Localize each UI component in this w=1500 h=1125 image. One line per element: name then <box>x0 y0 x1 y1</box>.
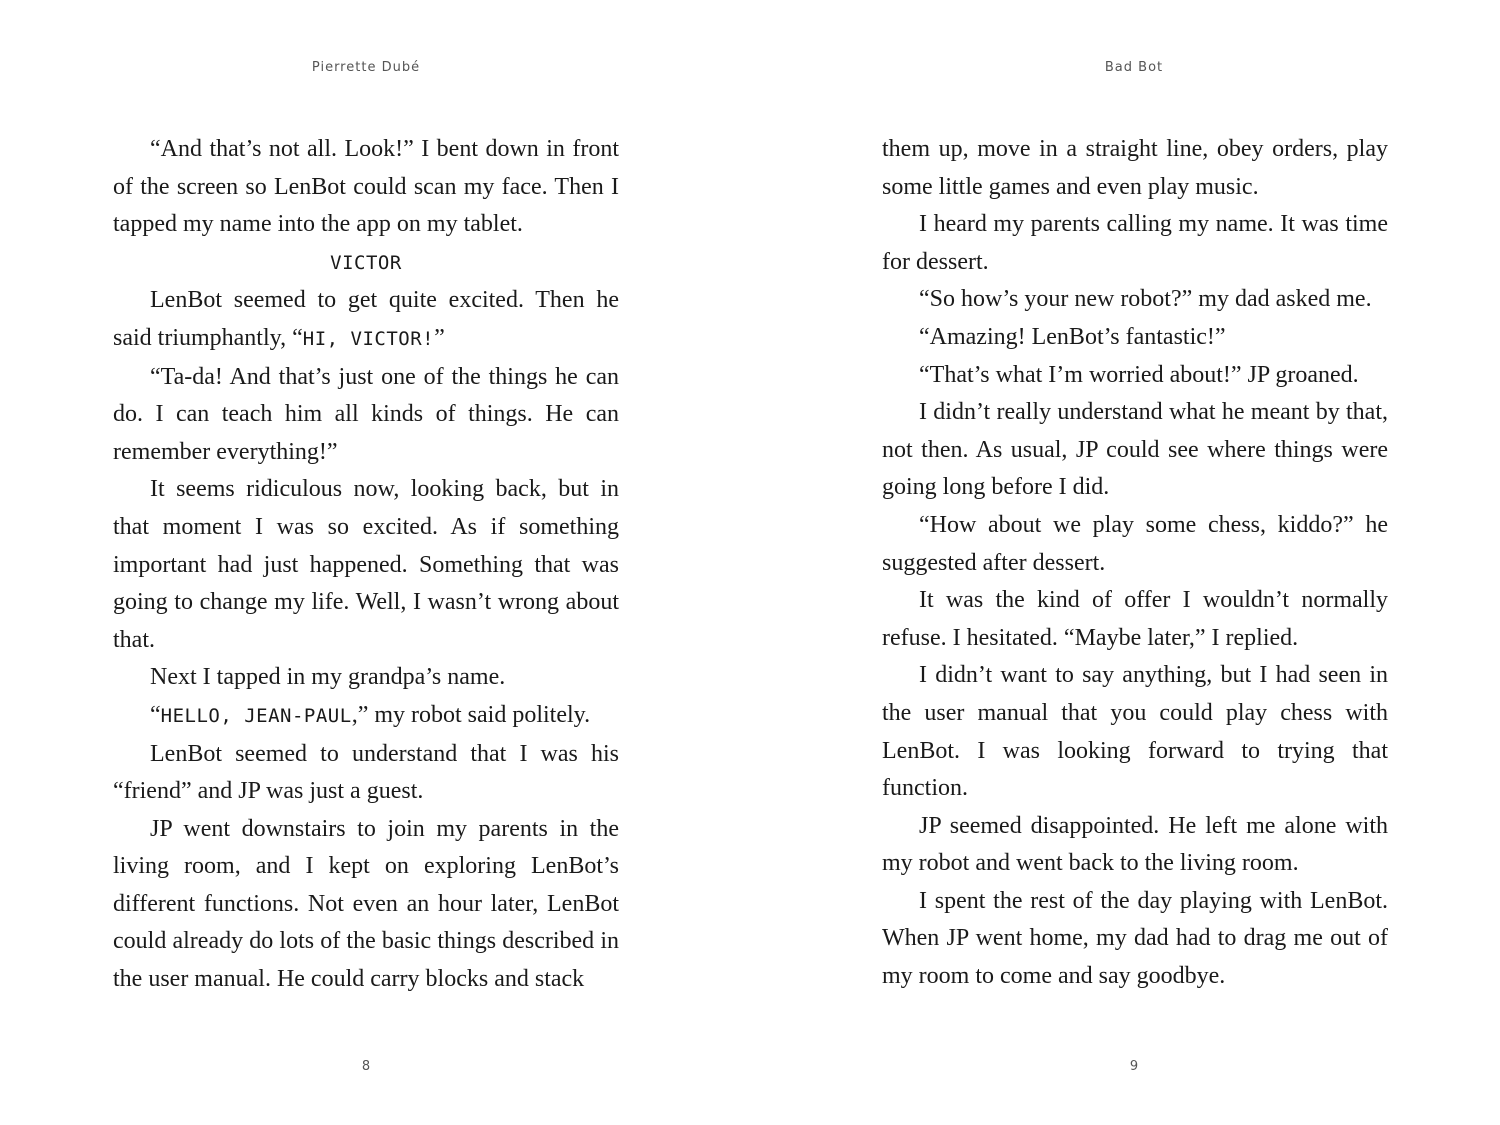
paragraph: I spent the rest of the day playing with LenBot. When JP went home, my dad had to drag me out of my room to come and say goodbye. <box>882 887 1388 990</box>
paragraph: “So how’s your new robot?” my dad asked me. <box>919 286 1372 313</box>
paragraph: “Ta-da! And that’s just one of the things he can do. I can teach him all kinds of things. He can remember everything!” <box>113 363 619 465</box>
paragraph: JP went downstairs to join my parents in the living room, and I kept on exploring LenBot’s different functions. Not even an hour later, LenBot could already do lots of the basic things described in the user manual. He could carry blocks and stack <box>113 815 619 993</box>
left-body-text <box>113 131 619 999</box>
paragraph: “How about we play some chess, kiddo?” he suggested after dessert. <box>882 511 1388 576</box>
right-page <box>750 0 1500 1125</box>
paragraph: Next I tapped in my grandpa’s name. <box>150 664 506 691</box>
paragraph <box>113 282 619 358</box>
paragraph: I heard my parents calling my name. It was time for dessert. <box>882 211 1388 275</box>
paragraph: “And that’s not all. Look!” I bent down in front of the screen so LenBot could scan my face. Then I tapped my name into the app on my tablet. <box>113 136 619 238</box>
paragraph <box>113 697 619 736</box>
paragraph: I didn’t want to say anything, but I had seen in the user manual that you could play chess with LenBot. I was looking forward to trying that function. <box>882 662 1388 802</box>
paragraph: It was the kind of offer I wouldn’t normally refuse. I hesitated. “Maybe later,” I replied. <box>882 587 1388 651</box>
paragraph: “That’s what I’m worried about!” JP groaned. <box>919 361 1359 388</box>
robot-screen-text <box>113 244 619 283</box>
paragraph-text: LenBot seemed to get quite excited. Then he said triumphantly, “ <box>113 287 619 351</box>
paragraph-text: ,” my robot said politely. <box>351 701 591 728</box>
opening-quote: “ <box>150 701 161 728</box>
page-number-right: 9 <box>1129 1059 1139 1074</box>
title-running-head: Bad Bot <box>1104 60 1164 75</box>
paragraph: “Amazing! LenBot’s fantastic!” <box>919 323 1226 350</box>
paragraph: LenBot seemed to understand that I was his “friend” and JP was just a guest. <box>113 740 619 805</box>
robot-display-hi-victor: HI, VICTOR! <box>302 327 435 350</box>
paragraph: It seems ridiculous now, looking back, but in that moment I was so excited. As if something important had just happened. Something that was going to change my life. Well, I wasn’t wrong about that. <box>113 476 619 653</box>
paragraph-continued: them up, move in a straight line, obey orders, play some little games and even play music. <box>882 136 1388 200</box>
page-number-left: 8 <box>361 1059 371 1074</box>
paragraph: I didn’t really understand what he meant by that, not then. As usual, JP could see where things were going long before I did. <box>882 399 1388 501</box>
robot-display-victor: VICTOR <box>330 251 402 274</box>
right-body-text <box>882 131 1388 996</box>
paragraph: JP seemed disappointed. He left me alone with my robot and went back to the living room. <box>882 812 1388 877</box>
robot-display-hello-jean-paul: HELLO, JEAN-PAUL <box>160 704 352 727</box>
closing-quote: ” <box>434 324 445 351</box>
author-running-head: Pierrette Dubé <box>311 60 421 75</box>
